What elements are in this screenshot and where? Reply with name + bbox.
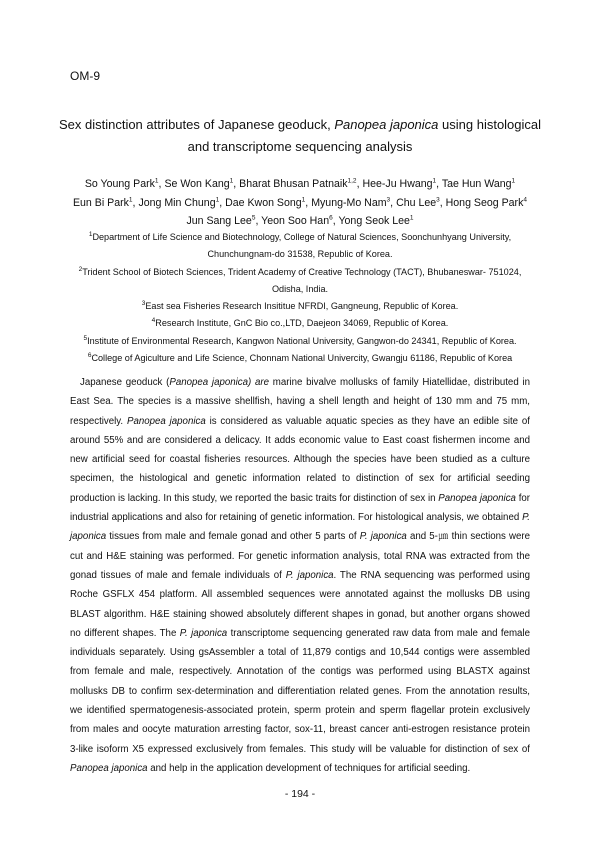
affiliation-text: Trident School of Biotech Sciences, Trident Academy of Creative Technology (TACT), Bhubaneswar- 751024, [82,266,522,277]
author-list [40,175,560,231]
author-name: Eun Bi Park [72,196,129,209]
abstract-paragraph [70,373,530,778]
abstract-species-name: Panopea japonica [70,762,148,774]
abstract-text: . The RNA sequencing was performed using Roche GSFLX 454 platform. All assembled sequences were annotated against the mollusks DB using BLAST algorithm. H&E staining showed absolutely different shapes in gonad, but another organs showed no different shapes. The [70,569,530,639]
author-name: Yong Seok Lee [338,215,410,227]
affiliation-line [40,298,560,315]
title-line-2: and transcriptome sequencing analysis [187,139,413,154]
author-line: Jun Sang Lee$^5$, Yeon Soo Han$^6$, Yong Seok Lee$^1$ [186,214,414,227]
title-text: using histological [438,117,542,132]
author-name: Jong Min Chung [138,196,216,209]
affiliation-number: 6 [87,352,92,360]
author-line: Eun Bi Park$^1$, Jong Min Chung$^1$, Dae Kwon Song$^1$, Myung-Mo Nam$^3$, Chu Lee$^3$, Hong Seog Park$^4$ [72,195,528,209]
abstract-text: and 5-㎛ thin sections were cut and H&E staining was performed. For genetic information analysis, total RNA was extracted from the gonad tissues of male and female individuals of [70,531,531,581]
abstract-species-name: P. japonica [179,627,228,639]
author-affiliation-mark: 1 [215,195,220,203]
abstract-text: marine bivalve mollusks of family Hiatellidae, distributed in East Sea. The species is a massive shellfish, having a shell length and height of 130 mm and 75 mm, respectively. [70,377,531,427]
abstract-text: and help in the application development of techniques for artificial seeding. [147,762,471,774]
abstract-species-name: P. japonica [285,569,334,581]
affiliation-line [40,315,560,332]
abstract-species-name: Panopea japonica) [169,377,252,388]
affiliation-line [40,229,560,246]
author-affiliation-mark: 1 [229,177,234,185]
author-name: Chu Lee [396,196,437,209]
title-line-1 [40,114,560,136]
affiliation-list [40,229,560,367]
affiliation-text: College of Agiculture and Life Science, Chonnam National Univercity, Gwangju 61186, Republic of Korea [91,353,513,364]
affiliation-text: Chunchungnam-do 31538, Republic of Korea. [207,249,393,260]
abstract-species-name: Panopea japonica [438,492,516,504]
author-name: Bharat Bhusan Patnaik [239,178,348,190]
author-name: So Young Park [84,178,155,190]
affiliation-text: Odisha, India. [271,283,329,294]
author-affiliation-mark: 1 [301,195,306,203]
abstract-text: is considered as valuable aquatic species as they have an edible site of around 55% and are considered a delicacy. It adds economic value to East coast fishermen income and new artificial seed for coastal fisheries resources. Although the species have been studied as a culture specimen, the histological and genetic information related to distinction of sex for artificial seeding production is lacking. In this study, we reported the basic traits for distinction of sex in [70,415,530,504]
affiliation-line [40,333,560,350]
title-species-name: Panopea japonica [334,117,439,132]
affiliation-text: East sea Fisheries Research Insititue NFRDI, Gangneung, Republic of Korea. [145,301,459,312]
author-name: Hee-Ju Hwang [362,178,433,190]
abstract-species-name: P. japonica [70,512,530,543]
abstract-text: for industrial applications and also for retaining of genetic information. For histological analysis, we obtained [70,492,531,524]
affiliation-text: Research Institute, GnC Bio co.,LTD, Daejeon 34069, Republic of Korea. [155,318,449,329]
affiliation-number: 3 [141,300,146,308]
paper-title [40,114,560,158]
abstract-text: Japanese geoduck ( [80,377,170,388]
abstract-text: transcriptome sequencing generated raw data from male and female individuals separately. Using gsAssembler a total of 11,879 contigs and 10,544 contigs were assembled from female and male, respectively. Annotation of the contigs was performed using BLASTX against mollusks DB to confirm sex-determination and differentiation related genes. From the annotation results, we identified spermatogenesis-associated protein, sperm protein and sperm flagellar protein exclusively from males and oocyte maturation arresting factor, sox-11, breast cancer anti-estrogen resistance protein 3-like isoform X5 expressed exclusively from females. This study will be valuable for distinction of sex of [70,627,530,755]
affiliation-number: 4 [151,317,156,325]
affiliation-number: 5 [83,334,88,342]
author-affiliation-mark: 1 [409,214,414,222]
affiliation-text: Department of Life Science and Biotechnology, College of Natural Sciences, Soonchunhyang University, [92,232,512,242]
author-affiliation-mark: 3 [436,195,440,203]
author-line: So Young Park$^1$, Se Won Kang$^1$, Bharat Bhusan Patnaik$^{1,2}$, Hee-Ju Hwang$^1$, Tae Hun Wang$^1$ [84,177,516,190]
abstract-species-name: P. japonica [359,531,407,543]
author-name: Hong Seog Park [445,196,524,209]
affiliation-number: 1 [88,230,93,238]
affiliation-text: Institute of Environmental Research, Kangwon National University, Gangwon-do 24341, Republic of Korea. [87,335,517,346]
author-affiliation-mark: 1 [511,177,516,185]
author-name: Yeon Soo Han [261,215,330,227]
abstract-species-name: Panopea japonica [126,415,206,427]
abstract [70,373,530,778]
author-name: Myung-Mo Nam [311,196,387,209]
author-affiliation-mark: 4 [523,195,528,203]
session-code: OM-9 [70,69,100,83]
title-text: Sex distinction attributes of Japanese geoduck, [58,117,335,132]
author-name: Dae Kwon Song [225,196,302,209]
author-name: Se Won Kang [164,178,230,190]
affiliation-number: 2 [78,265,83,273]
abstract-text: tissues from male and female gonad and other 5 parts of [106,531,360,543]
affiliation-line [40,350,560,367]
affiliation-line [40,264,560,281]
author-affiliation-mark: 5 [251,214,256,222]
author-name: Tae Hun Wang [441,178,512,190]
author-affiliation-mark: 1 [432,177,437,185]
author-affiliation-mark: 1,2 [347,177,357,185]
author-affiliation-mark: 1 [154,177,159,185]
abstract-species-name: are [255,377,270,388]
author-affiliation-mark: 3 [386,195,391,203]
author-affiliation-mark: 1 [128,195,133,203]
author-affiliation-mark: 6 [329,214,333,222]
page-number: - 194 - [284,788,316,800]
author-name: Jun Sang Lee [186,215,252,227]
